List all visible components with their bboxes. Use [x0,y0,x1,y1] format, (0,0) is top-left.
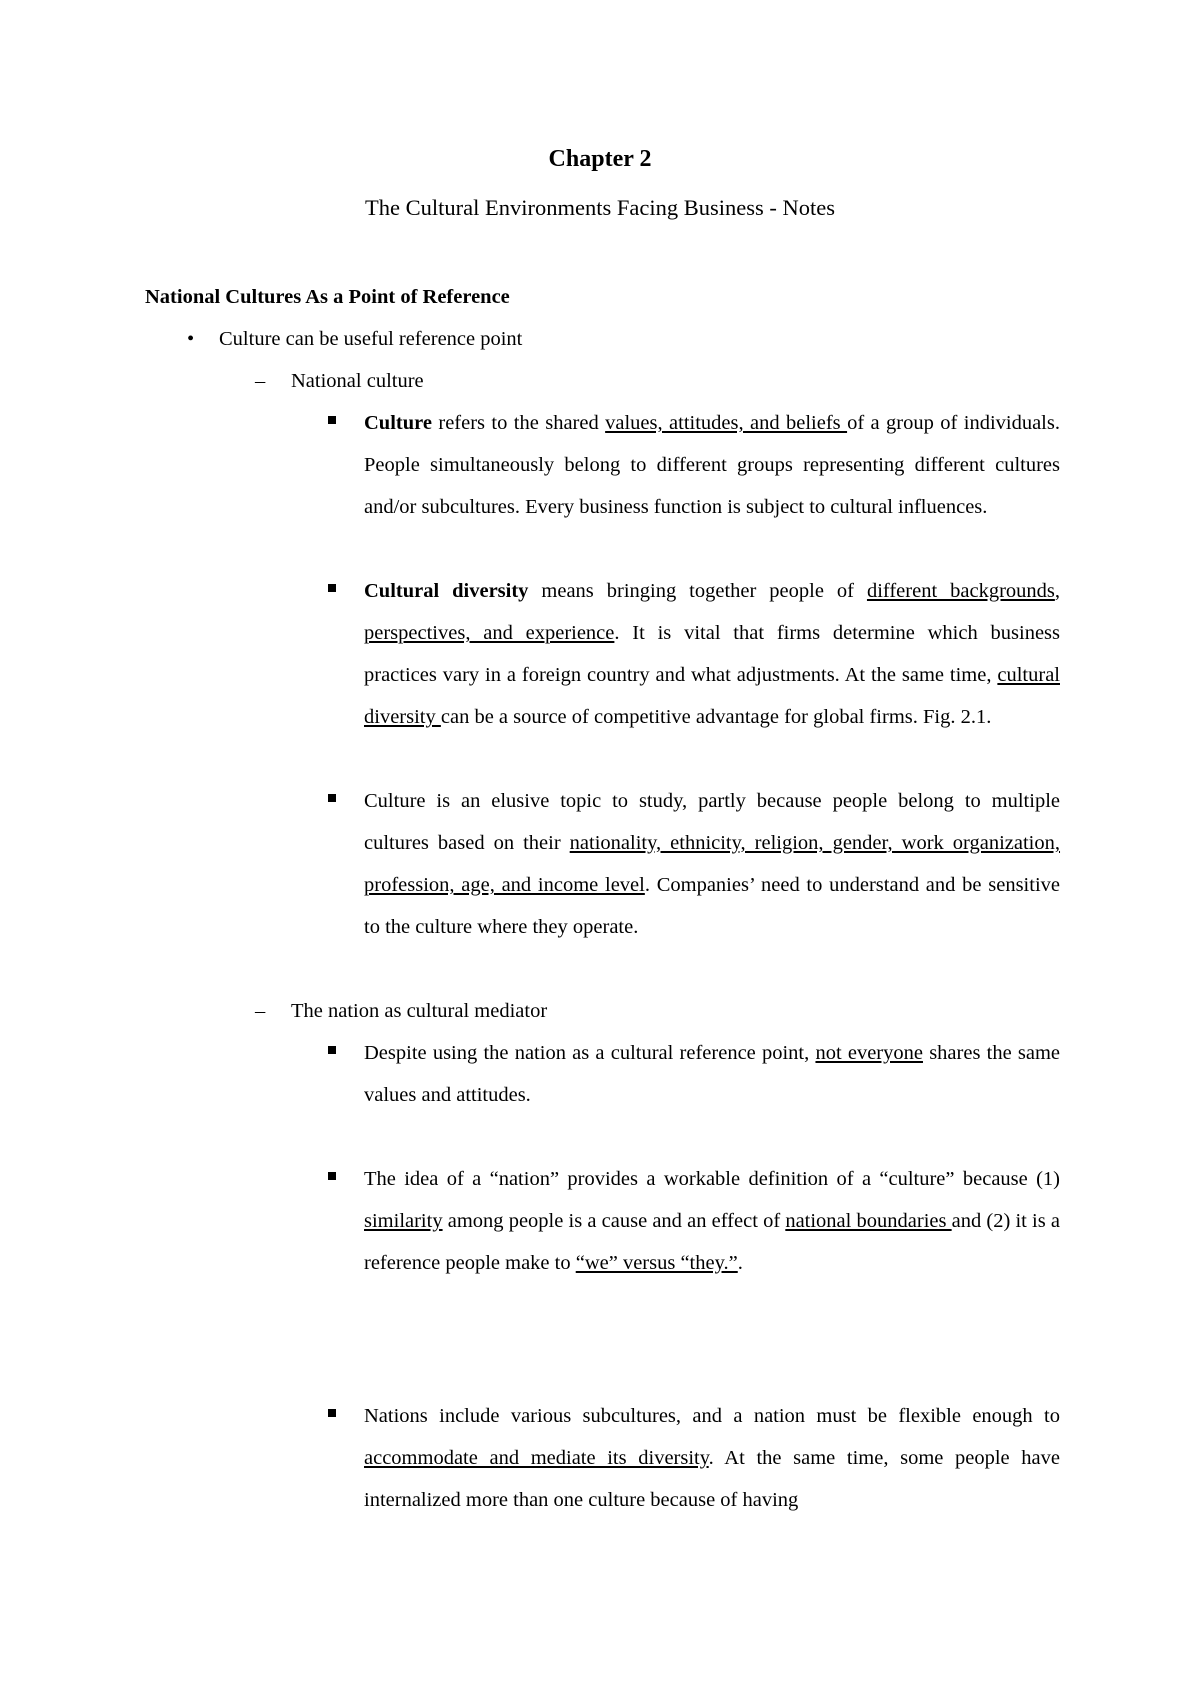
square-bullet-icon [328,1409,336,1417]
bullet-marker: • [187,328,195,350]
paragraph-text [364,1158,1060,1284]
dash-marker: – [255,1000,266,1022]
section-heading: National Cultures As a Point of Reference [145,286,510,308]
paragraph-text [364,780,1060,948]
sublist-item-text: The nation as cultural mediator [291,1000,548,1022]
text-run: Despite using the nation as a cultural reference point, [364,1042,816,1064]
square-bullet-icon [328,416,336,424]
paragraph-text [364,1395,1060,1521]
text-run: refers to the shared [431,412,606,434]
text-run: The idea of a “nation” provides a workable definition of a “culture” because (1) [364,1168,1060,1190]
paragraph-text [364,570,1060,738]
text-run: . [737,1252,743,1274]
text-run: of a group of individuals. People simultaneously belong to different groups representing different cultures and/or subcultures. Every business function is subject to cultural influences. [364,412,1060,518]
square-bullet-icon [328,1172,336,1180]
dash-marker: – [255,370,266,392]
sublist-item-text: National culture [291,370,424,392]
text-run: among people is a cause and an effect of [442,1210,786,1232]
chapter-number: Chapter 2 [548,146,652,172]
text-run: Culture is an elusive topic to study, partly because people belong to multiple cultures based on their [364,790,1060,854]
underlined-text: accommodate and mediate its diversity [364,1447,709,1469]
term-culture: Culture [364,412,432,434]
square-bullet-icon [328,584,336,592]
underlined-text: cultural diversity [364,664,1060,728]
text-run: and (2) it is a reference people make to [364,1210,1060,1274]
underlined-text: not everyone [815,1042,923,1064]
term-cultural-diversity: Cultural diversity [364,580,529,602]
underlined-text: “we” versus “they.” [575,1252,738,1274]
underlined-text: different backgrounds [866,580,1055,602]
text-run: shares the same values and attitudes. [364,1042,1060,1106]
text-run: . It is vital that firms determine which business practices vary in a foreign country and what adjustments. At the same time, [364,622,1060,686]
text-run: . At the same time, some people have internalized more than one culture because of having [364,1447,1060,1511]
underlined-text: values, attitudes, and beliefs [605,412,848,434]
text-run: . Companies’ need to understand and be sensitive to the culture where they operate. [364,874,1060,938]
underlined-text: national boundaries [785,1210,952,1232]
text-run: means bringing together people of [528,580,867,602]
underlined-text: nationality, ethnicity, religion, gender, work organization, profession, age, and income level [364,832,1061,896]
chapter-title: The Cultural Environments Facing Business - Notes [365,195,835,220]
text-run: can be a source of competitive advantage for global firms. Fig. 2.1. [440,706,992,728]
text-run: , [1054,580,1060,602]
square-bullet-icon [328,794,336,802]
list-item-text: Culture can be useful reference point [219,328,523,350]
paragraph-text [364,402,1060,528]
square-bullet-icon [328,1046,336,1054]
text-run: Nations include various subcultures, and a nation must be flexible enough to [364,1405,1060,1427]
underlined-text: similarity [364,1210,443,1232]
paragraph-text [364,1032,1060,1116]
underlined-text: perspectives, and experience [364,622,615,644]
